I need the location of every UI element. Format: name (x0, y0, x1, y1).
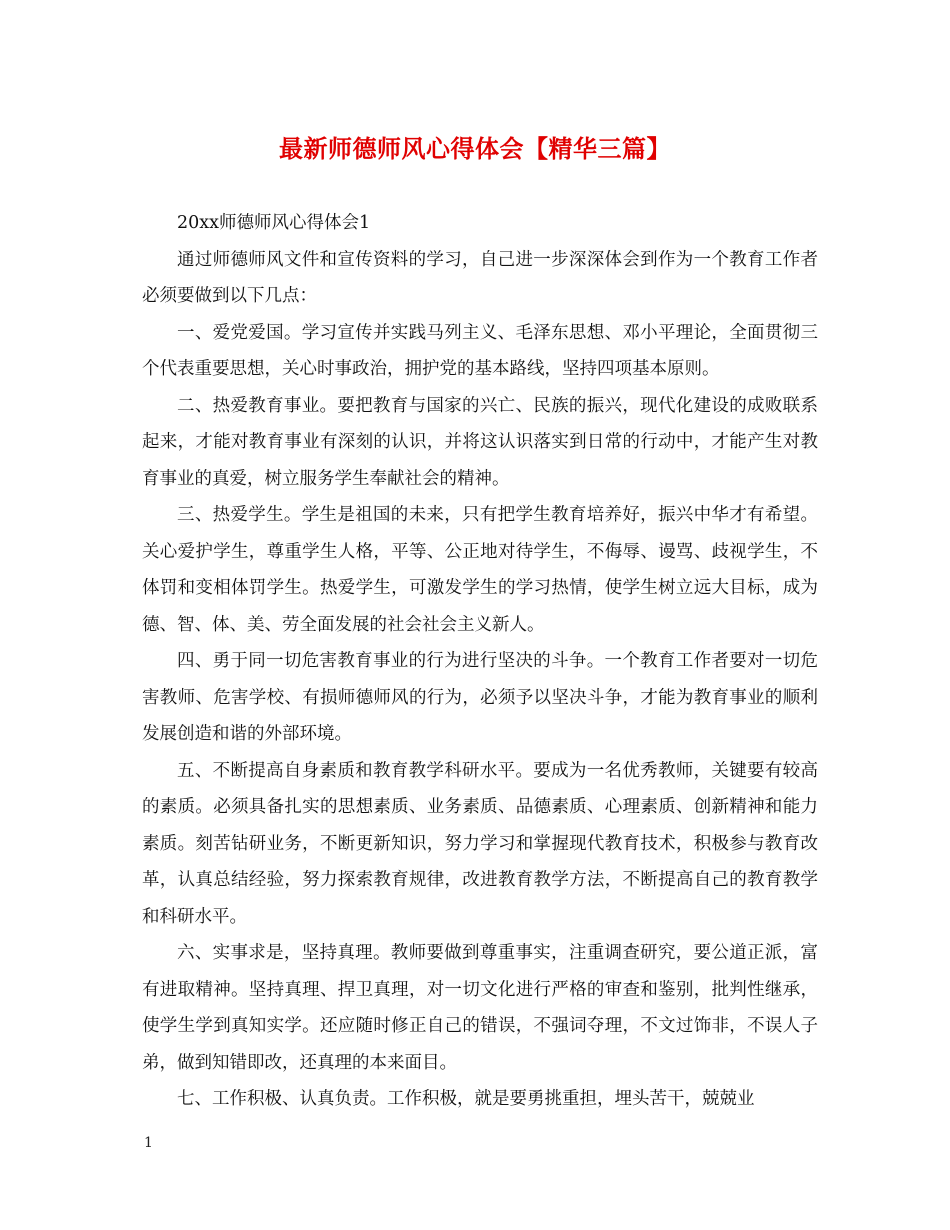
paragraph-point-4: 四、勇于同一切危害教育事业的行为进行坚决的斗争。一个教育工作者要对一切危害教师、危害学校、有损师德师风的行为，必须予以坚决斗争，才能为教育事业的顺利发展创造和谐的外部环境。 (142, 651, 818, 744)
paragraph-point-5: 五、不断提高自身素质和教育教学科研水平。要成为一名优秀教师，关键要有较高的素质。必须具备扎实的思想素质、业务素质、品德素质、心理素质、创新精神和能力素质。刻苦钻研业务，不断更新知识，努力学习和掌握现代教育技术，积极参与教育改革，认真总结经验，努力探索教育规律，改进教育教学方法，不断提高自己的教育教学和科研水平。 (142, 760, 818, 927)
paragraph-point-6: 六、实事求是，坚持真理。教师要做到尊重事实，注重调查研究，要公道正派，富有进取精神。坚持真理、捍卫真理，对一切文化进行严格的审查和鉴别，批判性继承，使学生学到真知实学。还应随时修正自己的错误，不强词夺理，不文过饰非，不误人子弟，做到知错即改，还真理的本来面目。 (142, 943, 818, 1073)
paragraph-point-1: 一、爱党爱国。学习宣传并实践马列主义、毛泽东思想、邓小平理论，全面贯彻三个代表重要思想，关心时事政治，拥护党的基本路线，坚持四项基本原则。 (142, 322, 818, 379)
document-body (142, 205, 818, 1118)
paragraph-intro: 通过师德师风文件和宣传资料的学习，自己进一步深深体会到作为一个教育工作者必须要做到以下几点： (142, 249, 818, 306)
section-heading: 20xx师德师风心得体会1 (177, 213, 371, 233)
paragraph-point-2: 二、热爱教育事业。要把教育与国家的兴亡、民族的振兴，现代化建设的成败联系起来，才能对教育事业有深刻的认识，并将这认识落实到日常的行动中，才能产生对教育事业的真爱，树立服务学生奉献社会的精神。 (142, 395, 818, 489)
page-number: 1 (144, 1135, 153, 1151)
paragraph-point-3: 三、热爱学生。学生是祖国的未来，只有把学生教育培养好，振兴中华才有希望。关心爱护学生，尊重学生人格，平等、公正地对待学生，不侮辱、谩骂、歧视学生，不体罚和变相体罚学生。热爱学生，可激发学生的学习热情，使学生树立远大目标，成为德、智、体、美、劳全面发展的社会社会主义新人。 (142, 505, 818, 635)
paragraph-point-7: 七、工作积极、认真负责。工作积极，就是要勇挑重担，埋头苦干，兢兢业 (177, 1089, 755, 1109)
document-title: 最新师德师风心得体会【精华三篇】 (279, 134, 671, 163)
